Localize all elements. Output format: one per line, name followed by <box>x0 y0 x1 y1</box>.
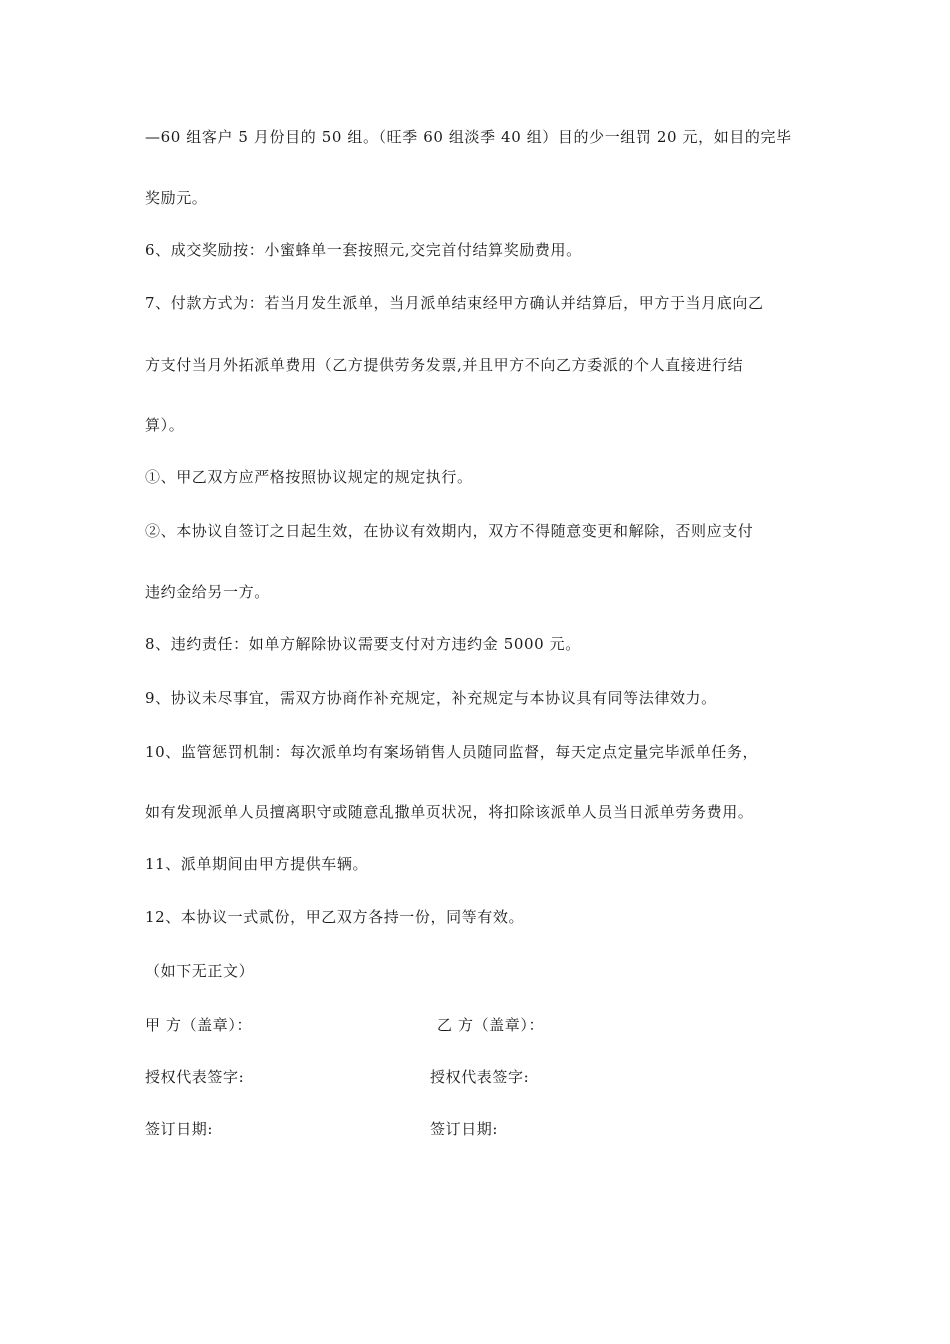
party-b-seal-label: 乙 方（盖章）： <box>437 1016 545 1034</box>
party-b-rep-label: 授权代表签字: <box>430 1068 530 1086</box>
clause-9: 9、协议未尽事宜，需双方协商作补充规定，补充规定与本协议具有同等法律效力。 <box>145 689 717 707</box>
party-a-rep-label: 授权代表签字: <box>145 1068 245 1086</box>
paragraph-line: 方支付当月外拓派单费用（乙方提供劳务发票,并且甲方不向乙方委派的个人直接进行结 <box>145 356 744 374</box>
paragraph-line: —60 组客户 5 月份目的 50 组。（旺季 60 组淡季 40 组）目的少一组罚 20 元，如目的完毕 <box>145 128 792 146</box>
paragraph-line: 如有发现派单人员擅离职守或随意乱撒单页状况，将扣除该派单人员当日派单劳务费用。 <box>145 803 754 821</box>
clause-8: 8、违约责任：如单方解除协议需要支付对方违约金 5000 元。 <box>145 635 581 653</box>
party-a-date-label: 签订日期: <box>145 1120 214 1138</box>
paragraph-line: 算）。 <box>145 416 185 434</box>
clause-6: 6、成交奖励按：小蜜蜂单一套按照元,交完首付结算奖励费用。 <box>145 241 582 259</box>
party-b-date-label: 签订日期: <box>430 1120 499 1138</box>
clause-7: 7、付款方式为：若当月发生派单，当月派单结束经甲方确认并结算后，甲方于当月底向乙 <box>145 294 764 312</box>
sub-clause-2: ②、本协议自签订之日起生效，在协议有效期内，双方不得随意变更和解除，否则应支付 <box>145 522 754 540</box>
paragraph-line: 奖励元。 <box>145 189 208 207</box>
no-further-text-note: （如下无正文） <box>145 962 255 980</box>
clause-11: 11、派单期间由甲方提供车辆。 <box>145 855 369 873</box>
sub-clause-1: ①、甲乙双方应严格按照协议规定的规定执行。 <box>145 468 473 486</box>
clause-10: 10、监管惩罚机制：每次派单均有案场销售人员随同监督，每天定点定量完毕派单任务， <box>145 743 759 761</box>
paragraph-line: 违约金给另一方。 <box>145 583 270 601</box>
party-a-seal-label: 甲 方（盖章）： <box>145 1016 253 1034</box>
clause-12: 12、本协议一式贰份，甲乙双方各持一份，同等有效。 <box>145 908 525 926</box>
